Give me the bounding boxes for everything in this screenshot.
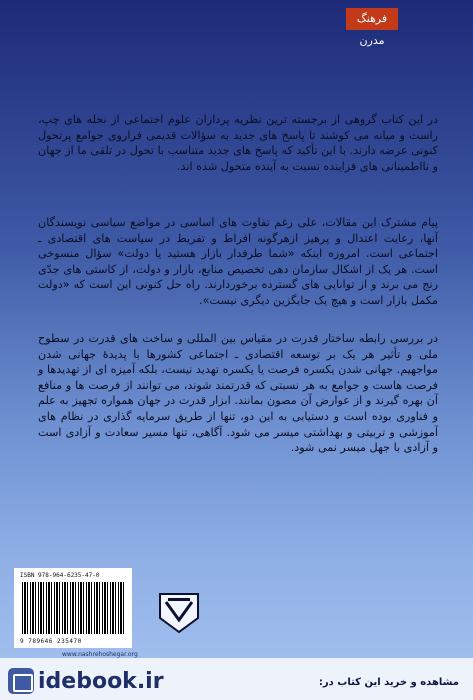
isbn-text: ISBN 978-964-6235-47-0: [20, 572, 100, 579]
paragraph-3: در بررسی رابطه ساختار قدرت در مقیاس بین المللی و ساخت های قدرت در سطوح ملی و تأثیر هر یک بر توسعه اقتصادی ـ اجتماعی کشورها با پدیدهٔ جهانی شدن مواجهیم. جهانی شدن یکسره فرصت یا یکسره تهدید نیست، بلکه آمیزه ای از تهدیدها و فرصت هاست و جوامع به هر نسبتی که قدرتمند شوند، می توانند از فرصت ها و منافع آن بهره گیرند و از عوارض آن مصون بمانند. ابزار قدرت در جهان همواره تجهیز به علم و فناوری بوده است و دستیابی به این دو، تنها از طریق سرمایه گذاری در نظام های آموزشی و تربیتی و بهداشتی میسر می شود. آگاهی، تنها مسیر سعادت و آزادی است و آزادی با جهل میسر نمی شود.: [38, 332, 438, 455]
paragraph-1: در این کتاب گروهی از برجسته ترین نظریه پردازان علوم اجتماعی از نحله های چپ، راست و میانه می کوشند تا پاسخ های جدید به سؤالات قدیمی فراروی جوامع پرتحول کنونی عرضه دارند. با این تأکید که پاسخ های جدید متناسب با تحول در تلقی ما از جهان و نااطمینانی های فزاینده نسبت به آینده متحول شده اند.: [38, 113, 438, 173]
publisher-logo-icon: [156, 590, 202, 636]
series-tag: فرهنگ مدرن: [346, 8, 398, 30]
brand-name: idebook.ir: [38, 668, 164, 694]
barcode-bars: [22, 582, 124, 634]
footer-bar: [0, 658, 473, 700]
book-icon: [8, 668, 34, 694]
brand[interactable]: [8, 668, 164, 694]
barcode-digits: 9 789646 235470: [20, 638, 82, 645]
paragraph-2: پیام مشترک این مقالات، علی رغم تفاوت های اساسی در مواضع سیاسی نویسندگان آنها، رعایت اعتدال و پرهیز ازهرگونه افراط و تفریط در سیاست های اقتصادی ـ اجتماعی است. امروزه اینکه «شما طرفدار بازار هستید یا دولت» سؤال منسوخی است. هر یک از اشکال سازمان دهی تخصیص منابع، بازار و دولت، از کاستی های جدّی رنج می برند و از توانایی های گسترده برخوردارند. راه حل کنونی این است که «دولت مکمل بازار است و هیچ یک جایگزین دیگری نیست».: [38, 216, 438, 307]
publisher-website: www.nashrehoshegar.org: [62, 651, 138, 658]
purchase-caption: مشاهده و خرید این کتاب در:: [318, 677, 459, 688]
barcode: [14, 568, 132, 648]
